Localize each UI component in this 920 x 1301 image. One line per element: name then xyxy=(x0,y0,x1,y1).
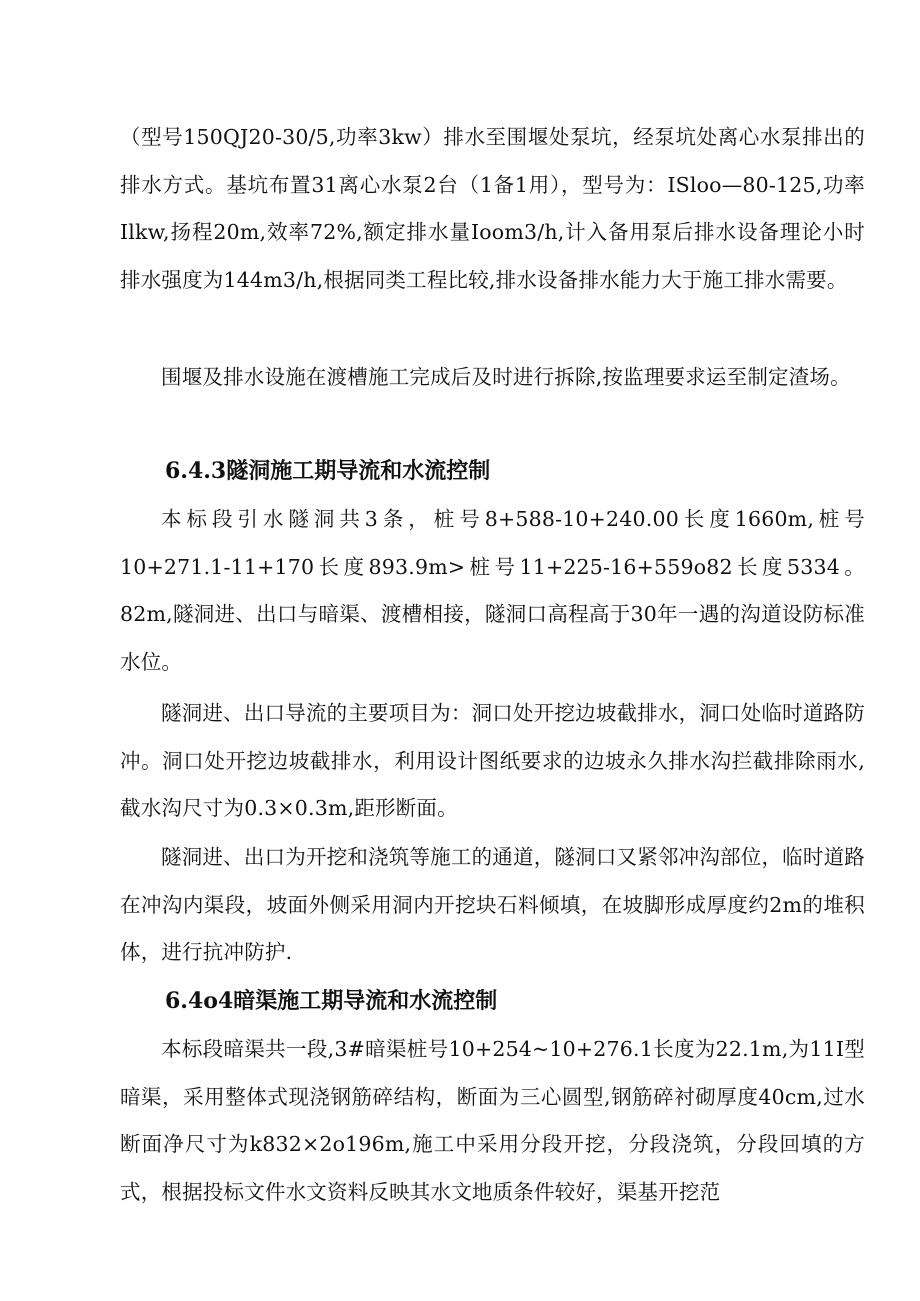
section-number: 6.4o4 xyxy=(165,988,234,1014)
section-heading-6-4-3 xyxy=(165,451,490,491)
section-heading-6-4-4 xyxy=(165,981,497,1021)
paragraph-culvert-construction: 本标段暗渠共一段,3#暗渠桩号10+254~10+276.1长度为22.1m,为11I型暗渠，采用整体式现浇钢筋碎结构，断面为三心圆型,钢筋碎衬砌厚度40cm,过水断面净尺寸为k832×2o196m,施工中采用分段开挖，分段浇筑，分段回填的方式，根据投标文件水文资料反映其水文地质条件较好，渠基开挖范 xyxy=(120,1037,865,1204)
section-number: 6.4.3 xyxy=(165,458,227,484)
section-title: 隧洞施工期导流和水流控制 xyxy=(226,458,491,484)
paragraph-tunnel-access-protection: 隧洞进、出口为开挖和浇筑等施工的通道，隧洞口又紧邻冲沟部位，临时道路在冲沟内渠段，坡面外侧采用洞内开挖块石料倾填，在坡脚形成厚度约2m的堆积体，进行抗冲防护. xyxy=(120,845,865,964)
paragraph-pump-drainage: （型号150QJ20-30/5,功率3kw）排水至围堰处泵坑，经泵坑处离心水泵排出的排水方式。基坑布置31离心水泵2台（1备1用），型号为：ISloo—80-125,功率Ilkw,扬程20m,效率72%,额定排水量Ioom3∕h,计入备用泵后排水设备理论小时排水强度为144m3/h,根据同类工程比较,排水设备排水能力大于施工排水需要。 xyxy=(120,125,865,292)
paragraph-tunnel-overview: 本标段引水隧洞共3条，桩号8+588-10+240.00长度1660m,桩号10+271.1-11+170长度893.9m>桩号11+225-16+559o82长度5334。82m,隧洞进、出口与暗渠、渡槽相接，隧洞口高程高于30年一遇的沟道设防标准水位。 xyxy=(120,507,865,674)
paragraph-cofferdam-removal: 围堰及排水设施在渡槽施工完成后及时进行拆除,按监理要求运至制定渣场。 xyxy=(161,365,851,389)
section-title: 暗渠施工期导流和水流控制 xyxy=(233,988,498,1014)
paragraph-tunnel-diversion-items: 隧洞进、出口导流的主要项目为：洞口处开挖边坡截排水，洞口处临时道路防冲。洞口处开挖边坡截排水，利用设计图纸要求的边坡永久排水沟拦截排除雨水,截水沟尺寸为0.3×0.3m,距形断面。 xyxy=(120,701,865,820)
